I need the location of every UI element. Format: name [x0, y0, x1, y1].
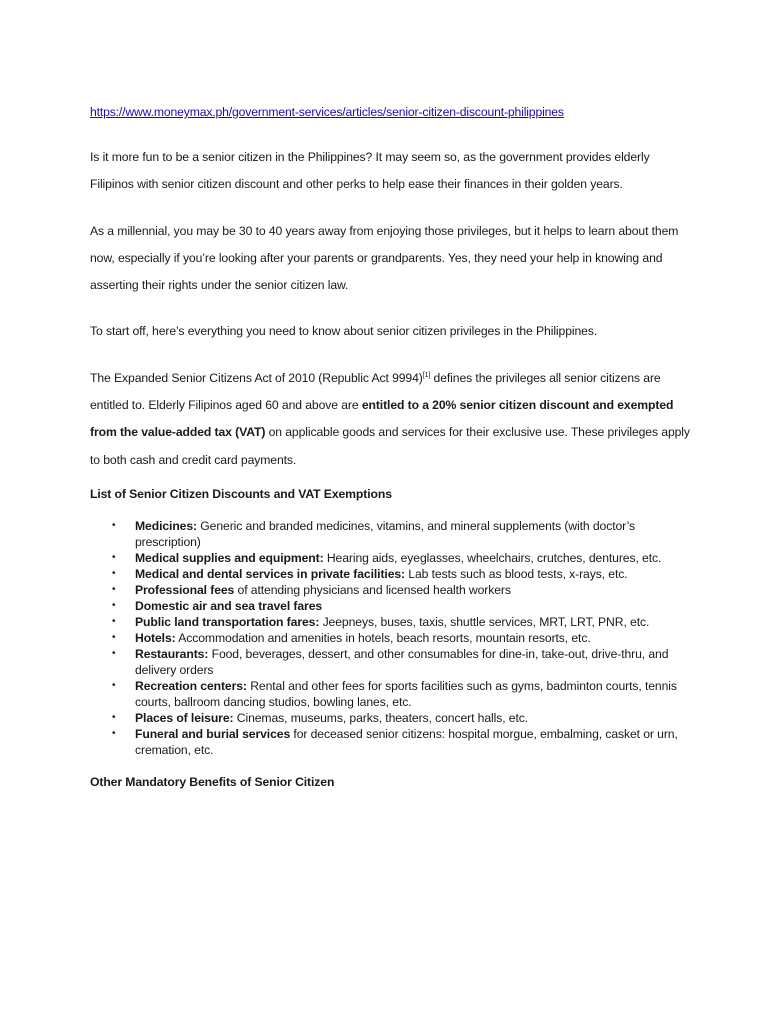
benefit-list-item	[90, 550, 690, 566]
benefit-description: of attending physicians and licensed health workers	[234, 582, 511, 597]
other-benefits-heading: Other Mandatory Benefits of Senior Citizen	[90, 774, 335, 789]
start-off-paragraph: To start off, here’s everything you need to know about senior citizen privileges in the Philippines.	[90, 324, 598, 339]
benefit-list-item	[90, 614, 690, 630]
benefit-description: Accommodation and amenities in hotels, beach resorts, mountain resorts, etc.	[175, 630, 591, 645]
bullet-icon: •	[112, 631, 116, 643]
bullet-icon: •	[112, 679, 116, 691]
benefit-description: for deceased senior citizens: hospital morgue, embalming, casket or urn, cremation, etc.	[135, 726, 678, 757]
bullet-icon: •	[112, 615, 116, 627]
act-text-end: on applicable goods and services for their exclusive use. These privileges apply to both cash and credit card payments.	[90, 425, 690, 467]
benefit-term: Medicines:	[135, 518, 197, 533]
benefit-description: Food, beverages, dessert, and other consumables for dine-in, take-out, drive-thru, and delivery orders	[135, 646, 669, 677]
benefit-description: Jeepneys, buses, taxis, shuttle services, MRT, LRT, PNR, etc.	[319, 614, 650, 629]
benefit-list-item	[90, 518, 690, 550]
millennial-paragraph: As a millennial, you may be 30 to 40 years away from enjoying those privileges, but it helps to learn about them now, especially if you’re looking after your parents or grandparents. Yes, they need your help in knowing and asserting their rights under the senior citizen law.	[90, 223, 679, 293]
benefit-list-item	[90, 582, 690, 598]
bullet-icon: •	[112, 599, 116, 611]
benefit-list-item	[90, 566, 690, 582]
benefit-term: Medical supplies and equipment:	[135, 550, 324, 565]
benefit-description: Rental and other fees for sports facilities such as gyms, badminton courts, tennis courts, ballroom dancing studios, bowling lanes, etc.	[135, 678, 677, 709]
benefit-term: Domestic air and sea travel fares	[135, 598, 323, 613]
benefit-list-item	[90, 710, 690, 726]
bullet-icon: •	[112, 727, 116, 739]
benefit-description: Cinemas, museums, parks, theaters, concert halls, etc.	[233, 710, 529, 725]
bullet-icon: •	[112, 711, 116, 723]
benefit-list-item	[90, 598, 690, 614]
discount-highlight: entitled to a 20% senior citizen discount and exempted from the value-added tax (VAT)	[90, 398, 674, 440]
benefit-term: Restaurants:	[135, 646, 209, 661]
benefit-description: Hearing aids, eyeglasses, wheelchairs, crutches, dentures, etc.	[323, 550, 662, 565]
bullet-icon: •	[112, 519, 116, 531]
benefit-description: Lab tests such as blood tests, x-rays, etc.	[405, 566, 628, 581]
act-text: The Expanded Senior Citizens Act of 2010 (Republic Act 9994)	[90, 370, 423, 385]
benefit-term: Places of leisure:	[135, 710, 234, 725]
list-heading: List of Senior Citizen Discounts and VAT Exemptions	[90, 486, 392, 501]
benefit-list-item	[90, 678, 690, 710]
article-body	[90, 100, 690, 792]
benefit-list-item	[90, 646, 690, 678]
bullet-icon: •	[112, 567, 116, 579]
intro-paragraph: Is it more fun to be a senior citizen in the Philippines? It may seem so, as the government provides elderly Filipinos with senior citizen discount and other perks to help ease their finances in their golden years.	[90, 150, 650, 192]
benefit-term: Public land transportation fares:	[135, 614, 320, 629]
benefit-term: Professional fees	[135, 582, 235, 597]
benefits-list	[90, 518, 690, 758]
bullet-icon: •	[112, 647, 116, 659]
expanded-act-paragraph	[90, 365, 690, 474]
act-text-cont: defines the privileges all senior citizens are entitled to. Elderly Filipinos aged 60 and above are	[90, 370, 661, 413]
bullet-icon: •	[112, 551, 116, 563]
benefit-list-item	[90, 726, 690, 758]
benefit-term: Medical and dental services in private facilities:	[135, 566, 406, 581]
bullet-icon: •	[112, 583, 116, 595]
benefit-term: Hotels:	[135, 630, 176, 645]
benefit-term: Funeral and burial services	[135, 726, 291, 741]
benefit-list-item	[90, 630, 690, 646]
benefit-term: Recreation centers:	[135, 678, 247, 693]
benefit-description: Generic and branded medicines, vitamins, and mineral supplements (with doctor’s prescription)	[135, 518, 635, 549]
source-link[interactable]: https://www.moneymax.ph/government-services/articles/senior-citizen-discount-philippines	[90, 105, 564, 119]
footnote-ref[interactable]: [1]	[422, 371, 431, 379]
